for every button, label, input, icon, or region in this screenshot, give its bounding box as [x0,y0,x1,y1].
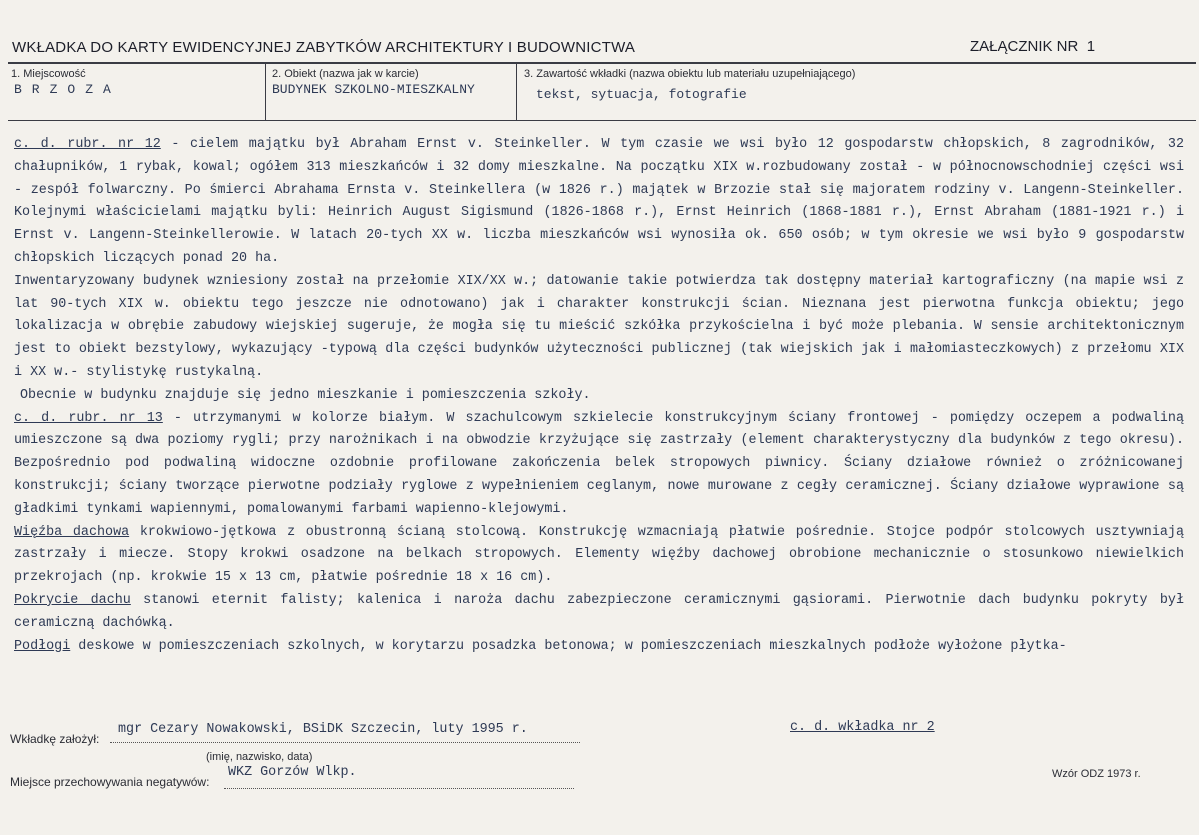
founder-hint: (imię, nazwisko, data) [206,751,313,763]
paragraph-text: deskowe w pomieszczeniach szkolnych, w korytarzu posadzka betonowa; w pomieszczeniach mieszkalnych podłoże wyłożone płytka- [70,638,1067,654]
paragraph [14,134,1184,271]
header-rule [8,62,1196,64]
paragraph-text: stanowi eternit falisty; kalenica i naroża dachu zabezpieczone ceramicznymi gąsiorami. Pierwotnie dach budynku pokryty był ceramiczną dachówką. [14,592,1185,631]
section-heading: Więźba dachowa [14,524,130,540]
section-ref: c. d. rubr. nr 12 [14,137,161,152]
paragraph-text: Inwentaryzowany budynek wzniesiony został na przełomie XIX/XX w.; datowanie takie potwierdza tak dostępny materiał kartograficzny (na mapie wsi z lat 90-tych XIX w. obiektu tego jeszcze nie odnotowano) jak i charakter konstrukcji ścian. Nieznana jest pierwotna funkcja obiektu; jego lokalizacja w obrębie zabudowy wiejskiej sugeruje, że mogła się tu mieścić szkółka przykościelna i być może plebania. W sensie architektonicznym jest to obiekt bezstylowy, wykazujący -typową dla części budynków użyteczności publicznej (tak wiejskich jak i małomiasteczkowych) z przełomu XIX i XX w.- stylistykę rustykalną. [14,273,1184,380]
founder-value: mgr Cezary Nowakowski, BSiDK Szczecin, luty 1995 r. [118,722,528,737]
paragraph-text: - utrzymanymi w kolorze białym. W szachulcowym szkielecie konstrukcyjnym ściany frontowej - pomiędzy oczepem a podwaliną umieszczone są dwa poziomy rygli; przy narożnikach i na obwodzie krzyżujące się zastrzały (element charakterystyczny dla budynków z tego okresu). Bezpośrednio pod podwaliną widoczne ozdobnie profilowane zakończenia belek stropowych piwnicy. Ściany działowe również o zróżnicowanej konstrukcji; ściany tworzące pierwotne podziały ryglowe z wypełnieniem ceglanym, nowe murowane z cegły ceramicznej. Ściany działowe wyprawione są gładkimi tynkami wapiennymi, pomalowanymi farbami wapienno-klejowymi. [14,410,1184,517]
form-code: Wzór ODZ 1973 r. [1052,768,1141,780]
paragraph [14,590,1184,636]
paragraph [14,636,1184,659]
paragraph-text: krokwiowo-jętkowa z obustronną ścianą stolcową. Konstrukcję wzmacniają płatwie pośrednie. Stojce podpór stolcowych usztywniają zastrzały i miecze. Stopy krokwi osadzone na belkach stropowych. Elementy więźby dachowej obrobione mechanicznie o stosunkowo niewielkich przekrojach (np. krokwie 15 x 13 cm, płatwie pośrednie 18 x 16 cm). [14,524,1184,586]
contents-value: tekst, sytuacja, fotografie [536,87,747,102]
paragraph [14,385,1184,408]
paragraph [14,522,1184,590]
section-ref: c. d. rubr. nr 13 [14,410,163,426]
annex-number: 1 [1086,38,1096,55]
continuation-note: c. d. wkładka nr 2 [790,720,935,735]
field-divider [516,64,517,120]
locality-label: 1. Miejscowość [11,68,86,80]
storage-dotted-line [224,788,574,789]
field-divider [265,64,266,120]
paragraph [14,271,1184,385]
description-text [14,134,1184,658]
object-label: 2. Obiekt (nazwa jak w karcie) [272,68,419,80]
storage-value: WKZ Gorzów Wlkp. [228,765,357,780]
locality-value: BRZOZA [14,82,121,97]
section-heading: Pokrycie dachu [14,592,131,608]
contents-label: 3. Zawartość wkładki (nazwa obiektu lub materiału uzupełniającego) [524,68,856,80]
founder-dotted-line [110,742,580,743]
annex-label [970,38,1095,55]
annex-text: ZAŁĄCZNIK NR [970,38,1079,55]
section-heading: Podłogi [14,638,71,654]
paragraph [14,408,1184,522]
form-title: WKŁADKA DO KARTY EWIDENCYJNEJ ZABYTKÓW ARCHITEKTURY I BUDOWNICTWA [12,39,636,56]
object-value: BUDYNEK SZKOLNO-MIESZKALNY [272,82,475,97]
paragraph-text: - cielem majątku był Abraham Ernst v. Steinkeller. W tym czasie we wsi było 12 gospodarstw chłopskich, 8 zagrodników, 32 chałupników, 1 rybak, kowal; ogółem 313 mieszkańców i 32 domy mieszkalne. Na początku XIX w.rozbudowany został - w północnowschodniej części wsi - zespół folwarczny. Po śmierci Abrahama Ernsta v. Steinkellera (w 1826 r.) majątek w Brzozie stał się majoratem rodziny v. Langenn-Steinkeller. Kolejnymi właścicielami majątku byli: Heinrich August Sigismund (1826-1868 r.), Ernst Heinrich (1868-1881 r.), Ernst Abraham (1881-1921 r.) i Ernst v. Langenn-Steinkellerowie. W latach 20-tych XX w. liczba mieszkańców wsi wynosiła ok. 650 osób; w tym okresie we wsi było 9 gospodarstw chłopskich liczących ponad 20 ha. [14,137,1185,266]
storage-label: Miejsce przechowywania negatywów: [10,775,210,789]
paragraph-text: Obecnie w budynku znajduje się jedno mieszkanie i pomieszczenia szkoły. [20,387,591,403]
fields-rule [8,120,1196,121]
founder-label: Wkładkę założył: [10,732,100,746]
